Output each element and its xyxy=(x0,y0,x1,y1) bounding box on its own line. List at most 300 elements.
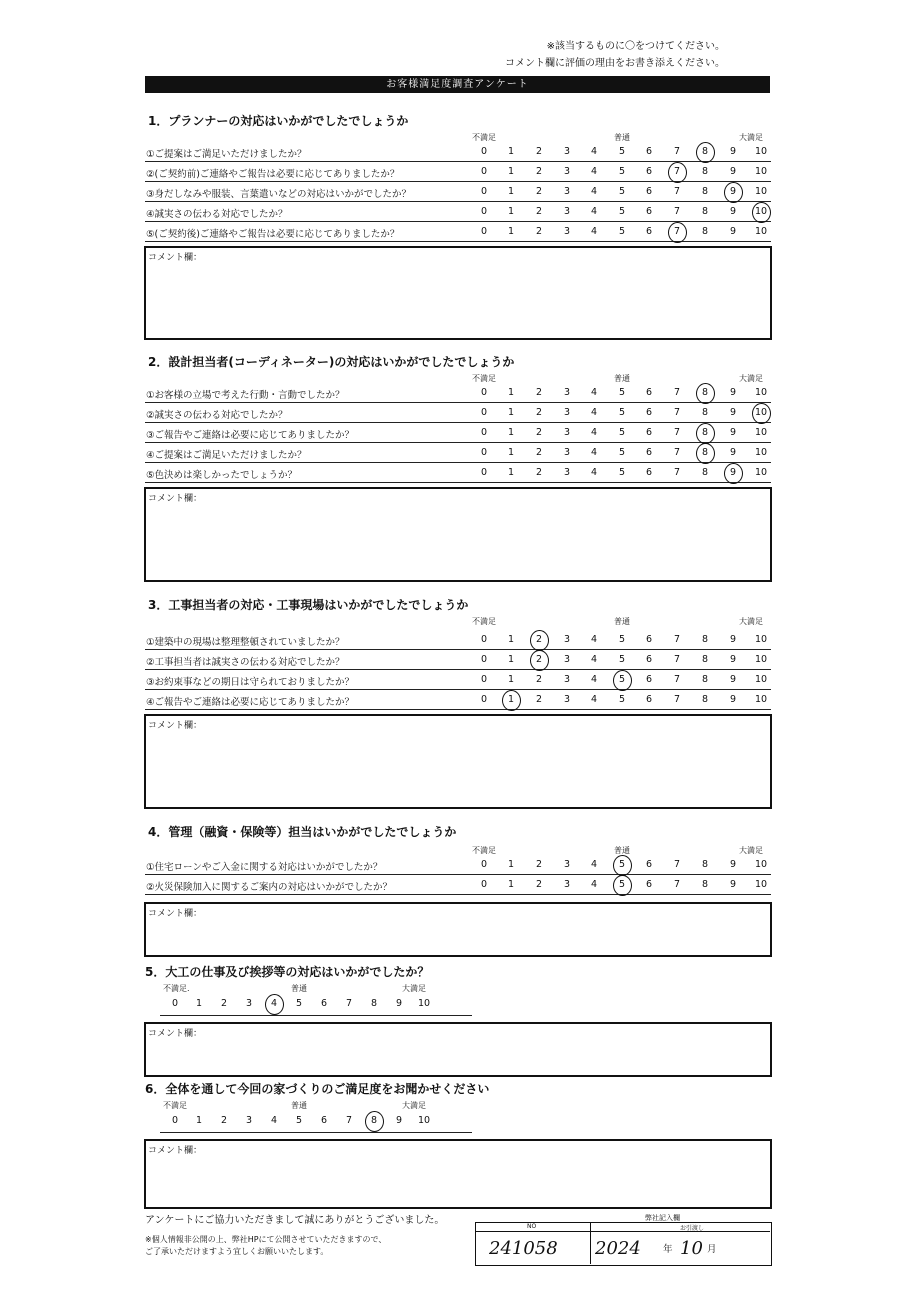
rating-option-3[interactable]: 3 xyxy=(563,879,571,890)
rating-option-0[interactable]: 0 xyxy=(480,407,488,418)
rating-option-9[interactable]: 9 xyxy=(729,467,737,478)
rating-option-7[interactable]: 7 xyxy=(673,467,681,478)
rating-option-10[interactable]: 10 xyxy=(754,206,768,217)
privacy-line-1: ※個人情報非公開の上、弊社HPにて公開させていただきますので、 xyxy=(145,1235,387,1244)
selected-rating-circle xyxy=(696,142,715,163)
rating-option-6[interactable]: 6 xyxy=(320,998,328,1009)
instruction-2: コメント欄に評価の理由をお書き添えください。 xyxy=(505,58,725,69)
rating-option-4[interactable]: 4 xyxy=(590,186,598,197)
rating-option-1[interactable]: 1 xyxy=(507,387,515,398)
instruction-1: ※該当するものに〇をつけてください。 xyxy=(546,41,725,52)
question-row-line xyxy=(145,201,771,202)
rating-option-1[interactable]: 1 xyxy=(507,467,515,478)
scale-underline xyxy=(160,1132,472,1133)
rating-option-6[interactable]: 6 xyxy=(645,634,653,645)
rating-option-8[interactable]: 8 xyxy=(370,998,378,1009)
rating-option-0[interactable]: 0 xyxy=(480,879,488,890)
section-3-question-4: ④ご報告やご連絡は必要に応じてありましたか？ xyxy=(146,697,355,708)
rating-option-7[interactable]: 7 xyxy=(673,654,681,665)
section-2-question-2: ②誠実さの伝わる対応でしたか？ xyxy=(146,410,288,421)
rating-option-9[interactable]: 9 xyxy=(729,654,737,665)
rating-option-4[interactable]: 4 xyxy=(590,146,598,157)
rating-option-2[interactable]: 2 xyxy=(535,186,543,197)
rating-option-10[interactable]: 10 xyxy=(754,674,768,685)
rating-option-4[interactable]: 4 xyxy=(590,634,598,645)
rating-option-5[interactable]: 5 xyxy=(295,998,303,1009)
rating-option-4[interactable]: 4 xyxy=(590,226,598,237)
rating-option-2[interactable]: 2 xyxy=(535,387,543,398)
rating-option-0[interactable]: 0 xyxy=(480,146,488,157)
section-6-comment-box xyxy=(144,1139,772,1209)
rating-option-2[interactable]: 2 xyxy=(220,998,228,1009)
rating-option-5[interactable]: 5 xyxy=(618,427,626,438)
section-5-comment-label: コメント欄： xyxy=(148,1029,203,1039)
section-6-label-low: 不満足 xyxy=(163,1101,187,1110)
rating-option-10[interactable]: 10 xyxy=(754,447,768,458)
rating-option-5[interactable]: 5 xyxy=(618,166,626,177)
section-3-question-1: ①建築中の現場は整理整頓されていましたか？ xyxy=(146,637,345,648)
rating-option-3[interactable]: 3 xyxy=(563,694,571,705)
rating-option-7[interactable]: 7 xyxy=(673,387,681,398)
rating-option-1[interactable]: 1 xyxy=(507,206,515,217)
rating-option-7[interactable]: 7 xyxy=(673,166,681,177)
selected-rating-circle xyxy=(696,443,715,464)
selected-rating-circle xyxy=(530,630,549,651)
rating-option-7[interactable]: 7 xyxy=(673,879,681,890)
section-1-label-mid: 普通 xyxy=(614,133,630,142)
rating-option-2[interactable]: 2 xyxy=(535,226,543,237)
section-5-comment-box xyxy=(144,1022,772,1077)
rating-option-10[interactable]: 10 xyxy=(754,387,768,398)
question-row-line xyxy=(145,709,771,710)
section-1-question-2: ②(ご契約前)ご連絡やご報告は必要に応じてありましたか？ xyxy=(146,169,400,180)
rating-option-8[interactable]: 8 xyxy=(701,654,709,665)
rating-option-1[interactable]: 1 xyxy=(507,879,515,890)
instructions xyxy=(505,38,725,72)
rating-option-10[interactable]: 10 xyxy=(754,226,768,237)
rating-option-0[interactable]: 0 xyxy=(480,427,488,438)
survey-title: お客様満足度調査アンケート xyxy=(145,76,770,93)
rating-option-1[interactable]: 1 xyxy=(507,226,515,237)
rating-option-10[interactable]: 10 xyxy=(754,654,768,665)
selected-rating-circle xyxy=(613,670,632,691)
selected-rating-circle xyxy=(530,650,549,671)
rating-option-6[interactable]: 6 xyxy=(645,859,653,870)
rating-option-2[interactable]: 2 xyxy=(535,654,543,665)
section-2-label-high: 大満足 xyxy=(739,374,763,383)
stamp-month-value: 10 xyxy=(680,1238,703,1259)
rating-option-4[interactable]: 4 xyxy=(590,879,598,890)
rating-option-5[interactable]: 5 xyxy=(618,387,626,398)
stamp-year-value: 2024 xyxy=(595,1238,641,1259)
rating-option-4[interactable]: 4 xyxy=(590,166,598,177)
selected-rating-circle xyxy=(365,1111,384,1132)
rating-option-9[interactable]: 9 xyxy=(729,186,737,197)
rating-option-2[interactable]: 2 xyxy=(535,674,543,685)
question-row-line xyxy=(145,462,771,463)
rating-option-4[interactable]: 4 xyxy=(590,407,598,418)
section-3-heading: 3．工事担当者の対応・工事現場はいかがでしたでしょうか xyxy=(148,598,469,612)
rating-option-7[interactable]: 7 xyxy=(673,206,681,217)
section-2-question-4: ④ご提案はご満足いただけましたか？ xyxy=(146,450,307,461)
rating-option-7[interactable]: 7 xyxy=(345,998,353,1009)
rating-option-3[interactable]: 3 xyxy=(245,1115,253,1126)
section-4-label-low: 不満足 xyxy=(472,846,496,855)
rating-option-1[interactable]: 1 xyxy=(507,407,515,418)
rating-option-4[interactable]: 4 xyxy=(590,859,598,870)
rating-option-3[interactable]: 3 xyxy=(563,407,571,418)
stamp-year-unit: 年 xyxy=(663,1244,673,1255)
section-3-question-2: ②工事担当者は誠実さの伝わる対応でしたか？ xyxy=(146,657,345,668)
section-6-comment-label: コメント欄： xyxy=(148,1146,203,1156)
rating-option-0[interactable]: 0 xyxy=(480,654,488,665)
rating-option-8[interactable]: 8 xyxy=(701,859,709,870)
question-row-line xyxy=(145,669,771,670)
rating-option-4[interactable]: 4 xyxy=(590,467,598,478)
rating-option-10[interactable]: 10 xyxy=(754,859,768,870)
selected-rating-circle xyxy=(724,182,743,203)
section-5-label-high: 大満足 xyxy=(402,984,426,993)
section-3-label-low: 不満足 xyxy=(472,617,496,626)
rating-option-8[interactable]: 8 xyxy=(701,694,709,705)
rating-option-1[interactable]: 1 xyxy=(507,447,515,458)
selected-rating-circle xyxy=(724,463,743,484)
rating-option-10[interactable]: 10 xyxy=(754,427,768,438)
rating-option-2[interactable]: 2 xyxy=(220,1115,228,1126)
section-4-question-1: ①住宅ローンやご入金に関する対応はいかがでしたか？ xyxy=(146,862,383,873)
rating-option-3[interactable]: 3 xyxy=(563,467,571,478)
section-2-comment-box xyxy=(144,487,772,582)
selected-rating-circle xyxy=(696,383,715,404)
section-1-comment-label: コメント欄： xyxy=(148,253,203,263)
stamp-no-label: NO xyxy=(527,1223,537,1230)
privacy-note xyxy=(145,1234,386,1258)
question-row-line xyxy=(145,402,771,403)
rating-option-3[interactable]: 3 xyxy=(563,654,571,665)
rating-option-8[interactable]: 8 xyxy=(701,427,709,438)
rating-option-6[interactable]: 6 xyxy=(645,427,653,438)
section-4-label-high: 大満足 xyxy=(739,846,763,855)
rating-option-1[interactable]: 1 xyxy=(507,634,515,645)
rating-option-9[interactable]: 9 xyxy=(729,694,737,705)
stamp-title: 弊社記入欄 xyxy=(645,1214,680,1222)
rating-option-7[interactable]: 7 xyxy=(673,634,681,645)
rating-option-9[interactable]: 9 xyxy=(729,146,737,157)
rating-option-9[interactable]: 9 xyxy=(395,998,403,1009)
rating-option-3[interactable]: 3 xyxy=(563,146,571,157)
rating-option-3[interactable]: 3 xyxy=(563,226,571,237)
section-4-comment-box xyxy=(144,902,772,957)
rating-option-2[interactable]: 2 xyxy=(535,694,543,705)
rating-option-2[interactable]: 2 xyxy=(535,859,543,870)
rating-option-1[interactable]: 1 xyxy=(195,1115,203,1126)
rating-option-8[interactable]: 8 xyxy=(701,447,709,458)
section-5-label-mid: 普通 xyxy=(291,984,307,993)
rating-option-9[interactable]: 9 xyxy=(729,427,737,438)
section-6-heading: 6．全体を通して今回の家づくりのご満足度をお聞かせください xyxy=(145,1082,490,1096)
rating-option-6[interactable]: 6 xyxy=(645,467,653,478)
rating-option-8[interactable]: 8 xyxy=(701,226,709,237)
thanks-text: アンケートにご協力いただきまして誠にありがとうございました。 xyxy=(145,1215,445,1226)
rating-option-2[interactable]: 2 xyxy=(535,166,543,177)
rating-option-4[interactable]: 4 xyxy=(590,387,598,398)
section-1-question-5: ⑤(ご契約後)ご連絡やご報告は必要に応じてありましたか？ xyxy=(146,229,400,240)
rating-option-8[interactable]: 8 xyxy=(701,674,709,685)
rating-option-7[interactable]: 7 xyxy=(673,407,681,418)
rating-option-7[interactable]: 7 xyxy=(673,859,681,870)
rating-option-6[interactable]: 6 xyxy=(645,166,653,177)
stamp-divider xyxy=(475,1231,770,1232)
rating-option-7[interactable]: 7 xyxy=(673,694,681,705)
rating-option-9[interactable]: 9 xyxy=(729,447,737,458)
question-row-line xyxy=(145,442,771,443)
rating-option-7[interactable]: 7 xyxy=(673,427,681,438)
rating-option-2[interactable]: 2 xyxy=(535,879,543,890)
rating-option-2[interactable]: 2 xyxy=(535,467,543,478)
rating-option-10[interactable]: 10 xyxy=(754,146,768,157)
rating-option-3[interactable]: 3 xyxy=(563,674,571,685)
section-2-label-mid: 普通 xyxy=(614,374,630,383)
privacy-line-2: ご了承いただけますよう宜しくお願いいたします。 xyxy=(145,1247,329,1256)
section-3-label-mid: 普通 xyxy=(614,617,630,626)
rating-option-4[interactable]: 4 xyxy=(590,206,598,217)
section-2-question-1: ①お客様の立場で考えた行動・言動でしたか？ xyxy=(146,390,345,401)
section-4-comment-label: コメント欄： xyxy=(148,909,203,919)
rating-option-5[interactable]: 5 xyxy=(618,879,626,890)
rating-option-10[interactable]: 10 xyxy=(754,186,768,197)
rating-option-9[interactable]: 9 xyxy=(729,407,737,418)
rating-option-5[interactable]: 5 xyxy=(618,407,626,418)
section-4-label-mid: 普通 xyxy=(614,846,630,855)
question-row-line xyxy=(145,422,771,423)
rating-option-7[interactable]: 7 xyxy=(345,1115,353,1126)
rating-option-2[interactable]: 2 xyxy=(535,206,543,217)
rating-option-0[interactable]: 0 xyxy=(480,859,488,870)
rating-option-0[interactable]: 0 xyxy=(480,634,488,645)
section-2-heading: 2．設計担当者(コーディネーター)の対応はいかがでしたでしょうか xyxy=(148,355,515,369)
section-6-label-high: 大満足 xyxy=(402,1101,426,1110)
section-2-question-3: ③ご報告やご連絡は必要に応じてありましたか？ xyxy=(146,430,355,441)
section-1-question-4: ④誠実さの伝わる対応でしたか？ xyxy=(146,209,288,220)
rating-option-6[interactable]: 6 xyxy=(645,186,653,197)
selected-rating-circle xyxy=(668,162,687,183)
rating-option-5[interactable]: 5 xyxy=(618,146,626,157)
rating-option-8[interactable]: 8 xyxy=(701,206,709,217)
selected-rating-circle xyxy=(696,423,715,444)
rating-option-4[interactable]: 4 xyxy=(270,998,278,1009)
rating-option-3[interactable]: 3 xyxy=(563,387,571,398)
rating-option-10[interactable]: 10 xyxy=(754,694,768,705)
rating-option-2[interactable]: 2 xyxy=(535,634,543,645)
section-3-comment-box xyxy=(144,714,772,809)
rating-option-3[interactable]: 3 xyxy=(563,634,571,645)
rating-option-10[interactable]: 10 xyxy=(754,166,768,177)
section-3-comment-label: コメント欄： xyxy=(148,721,203,731)
rating-option-9[interactable]: 9 xyxy=(395,1115,403,1126)
rating-option-5[interactable]: 5 xyxy=(618,206,626,217)
rating-option-6[interactable]: 6 xyxy=(645,654,653,665)
section-6-label-mid: 普通 xyxy=(291,1101,307,1110)
rating-option-8[interactable]: 8 xyxy=(701,879,709,890)
selected-rating-circle xyxy=(752,202,771,223)
rating-option-2[interactable]: 2 xyxy=(535,427,543,438)
stamp-date-label: お引渡し xyxy=(680,1225,705,1232)
rating-option-9[interactable]: 9 xyxy=(729,859,737,870)
rating-option-0[interactable]: 0 xyxy=(480,186,488,197)
section-3-label-high: 大満足 xyxy=(739,617,763,626)
rating-option-1[interactable]: 1 xyxy=(507,166,515,177)
rating-option-3[interactable]: 3 xyxy=(245,998,253,1009)
rating-option-6[interactable]: 6 xyxy=(645,226,653,237)
rating-option-6[interactable]: 6 xyxy=(645,447,653,458)
rating-option-6[interactable]: 6 xyxy=(320,1115,328,1126)
question-row-line xyxy=(145,482,771,483)
rating-option-6[interactable]: 6 xyxy=(645,879,653,890)
section-5-heading: 5．大工の仕事及び挨拶等の対応はいかがでしたか？ xyxy=(145,965,430,979)
rating-option-2[interactable]: 2 xyxy=(535,407,543,418)
rating-option-8[interactable]: 8 xyxy=(701,467,709,478)
rating-option-8[interactable]: 8 xyxy=(701,186,709,197)
rating-option-7[interactable]: 7 xyxy=(673,186,681,197)
rating-option-10[interactable]: 10 xyxy=(754,879,768,890)
rating-option-5[interactable]: 5 xyxy=(618,674,626,685)
selected-rating-circle xyxy=(613,875,632,896)
rating-option-8[interactable]: 8 xyxy=(701,634,709,645)
section-1-heading: 1．プランナーの対応はいかがでしたでしょうか xyxy=(148,114,409,128)
selected-rating-circle xyxy=(752,403,771,424)
section-3-question-3: ③お約束事などの期日は守られておりましたか？ xyxy=(146,677,355,688)
stamp-no-value: 241058 xyxy=(489,1238,558,1259)
rating-option-4[interactable]: 4 xyxy=(270,1115,278,1126)
section-4-heading: 4．管理（融資・保険等）担当はいかがでしたでしょうか xyxy=(148,825,457,839)
scale-underline xyxy=(160,1015,472,1016)
rating-option-0[interactable]: 0 xyxy=(480,467,488,478)
section-1-label-high: 大満足 xyxy=(739,133,763,142)
rating-option-0[interactable]: 0 xyxy=(480,447,488,458)
rating-option-1[interactable]: 1 xyxy=(507,427,515,438)
rating-option-8[interactable]: 8 xyxy=(701,387,709,398)
question-row-line xyxy=(145,874,771,875)
rating-option-6[interactable]: 6 xyxy=(645,206,653,217)
rating-option-2[interactable]: 2 xyxy=(535,146,543,157)
selected-rating-circle xyxy=(668,222,687,243)
rating-option-1[interactable]: 1 xyxy=(507,694,515,705)
selected-rating-circle xyxy=(265,994,284,1015)
rating-option-4[interactable]: 4 xyxy=(590,654,598,665)
rating-option-5[interactable]: 5 xyxy=(618,694,626,705)
rating-option-8[interactable]: 8 xyxy=(701,407,709,418)
stamp-col-divider xyxy=(590,1222,591,1264)
rating-option-4[interactable]: 4 xyxy=(590,674,598,685)
rating-option-0[interactable]: 0 xyxy=(480,166,488,177)
rating-option-9[interactable]: 9 xyxy=(729,634,737,645)
stamp-month-unit: 月 xyxy=(707,1244,717,1255)
rating-option-6[interactable]: 6 xyxy=(645,674,653,685)
rating-option-8[interactable]: 8 xyxy=(701,166,709,177)
rating-option-3[interactable]: 3 xyxy=(563,206,571,217)
rating-option-5[interactable]: 5 xyxy=(618,447,626,458)
section-4-question-2: ②火災保険加入に関するご案内の対応はいかがでしたか？ xyxy=(146,882,393,893)
rating-option-7[interactable]: 7 xyxy=(673,674,681,685)
section-1-comment-box xyxy=(144,246,772,340)
rating-option-0[interactable]: 0 xyxy=(171,1115,179,1126)
rating-option-4[interactable]: 4 xyxy=(590,447,598,458)
rating-option-10[interactable]: 10 xyxy=(754,634,768,645)
rating-option-1[interactable]: 1 xyxy=(507,674,515,685)
rating-option-5[interactable]: 5 xyxy=(618,467,626,478)
rating-option-0[interactable]: 0 xyxy=(480,694,488,705)
rating-option-5[interactable]: 5 xyxy=(618,654,626,665)
rating-option-4[interactable]: 4 xyxy=(590,694,598,705)
section-2-label-low: 不満足 xyxy=(472,374,496,383)
section-2-comment-label: コメント欄： xyxy=(148,494,203,504)
rating-option-2[interactable]: 2 xyxy=(535,447,543,458)
rating-option-1[interactable]: 1 xyxy=(195,998,203,1009)
rating-option-1[interactable]: 1 xyxy=(507,186,515,197)
rating-option-10[interactable]: 10 xyxy=(754,407,768,418)
rating-option-6[interactable]: 6 xyxy=(645,694,653,705)
rating-option-10[interactable]: 10 xyxy=(754,467,768,478)
rating-option-9[interactable]: 9 xyxy=(729,879,737,890)
rating-option-10[interactable]: 10 xyxy=(417,1115,431,1126)
section-1-label-low: 不満足 xyxy=(472,133,496,142)
rating-option-5[interactable]: 5 xyxy=(618,634,626,645)
rating-option-7[interactable]: 7 xyxy=(673,146,681,157)
rating-option-3[interactable]: 3 xyxy=(563,166,571,177)
rating-option-10[interactable]: 10 xyxy=(417,998,431,1009)
rating-option-7[interactable]: 7 xyxy=(673,447,681,458)
rating-option-3[interactable]: 3 xyxy=(563,447,571,458)
rating-option-8[interactable]: 8 xyxy=(701,146,709,157)
rating-option-5[interactable]: 5 xyxy=(618,186,626,197)
section-5-label-low: 不満足. xyxy=(163,984,190,993)
rating-option-0[interactable]: 0 xyxy=(480,387,488,398)
rating-option-4[interactable]: 4 xyxy=(590,427,598,438)
rating-option-6[interactable]: 6 xyxy=(645,387,653,398)
question-row-line xyxy=(145,894,771,895)
office-use-stamp xyxy=(475,1214,770,1264)
rating-option-9[interactable]: 9 xyxy=(729,674,737,685)
rating-option-9[interactable]: 9 xyxy=(729,206,737,217)
rating-option-9[interactable]: 9 xyxy=(729,387,737,398)
rating-option-0[interactable]: 0 xyxy=(480,206,488,217)
rating-option-8[interactable]: 8 xyxy=(370,1115,378,1126)
rating-option-7[interactable]: 7 xyxy=(673,226,681,237)
rating-option-5[interactable]: 5 xyxy=(618,859,626,870)
section-1-question-3: ③身だしなみや服装、言葉遣いなどの対応はいかがでしたか？ xyxy=(146,189,412,200)
rating-option-3[interactable]: 3 xyxy=(563,859,571,870)
rating-option-1[interactable]: 1 xyxy=(507,654,515,665)
rating-option-1[interactable]: 1 xyxy=(507,146,515,157)
selected-rating-circle xyxy=(502,690,521,711)
rating-option-5[interactable]: 5 xyxy=(618,226,626,237)
selected-rating-circle xyxy=(613,855,632,876)
rating-option-0[interactable]: 0 xyxy=(480,674,488,685)
question-row-line xyxy=(145,689,771,690)
section-2-question-5: ⑤色決めは楽しかったでしょうか？ xyxy=(146,470,298,481)
section-1-question-1: ①ご提案はご満足いただけましたか？ xyxy=(146,149,307,160)
rating-option-6[interactable]: 6 xyxy=(645,407,653,418)
rating-option-1[interactable]: 1 xyxy=(507,859,515,870)
rating-option-3[interactable]: 3 xyxy=(563,427,571,438)
rating-option-9[interactable]: 9 xyxy=(729,166,737,177)
rating-option-0[interactable]: 0 xyxy=(171,998,179,1009)
rating-option-0[interactable]: 0 xyxy=(480,226,488,237)
rating-option-5[interactable]: 5 xyxy=(295,1115,303,1126)
rating-option-3[interactable]: 3 xyxy=(563,186,571,197)
rating-option-6[interactable]: 6 xyxy=(645,146,653,157)
rating-option-9[interactable]: 9 xyxy=(729,226,737,237)
